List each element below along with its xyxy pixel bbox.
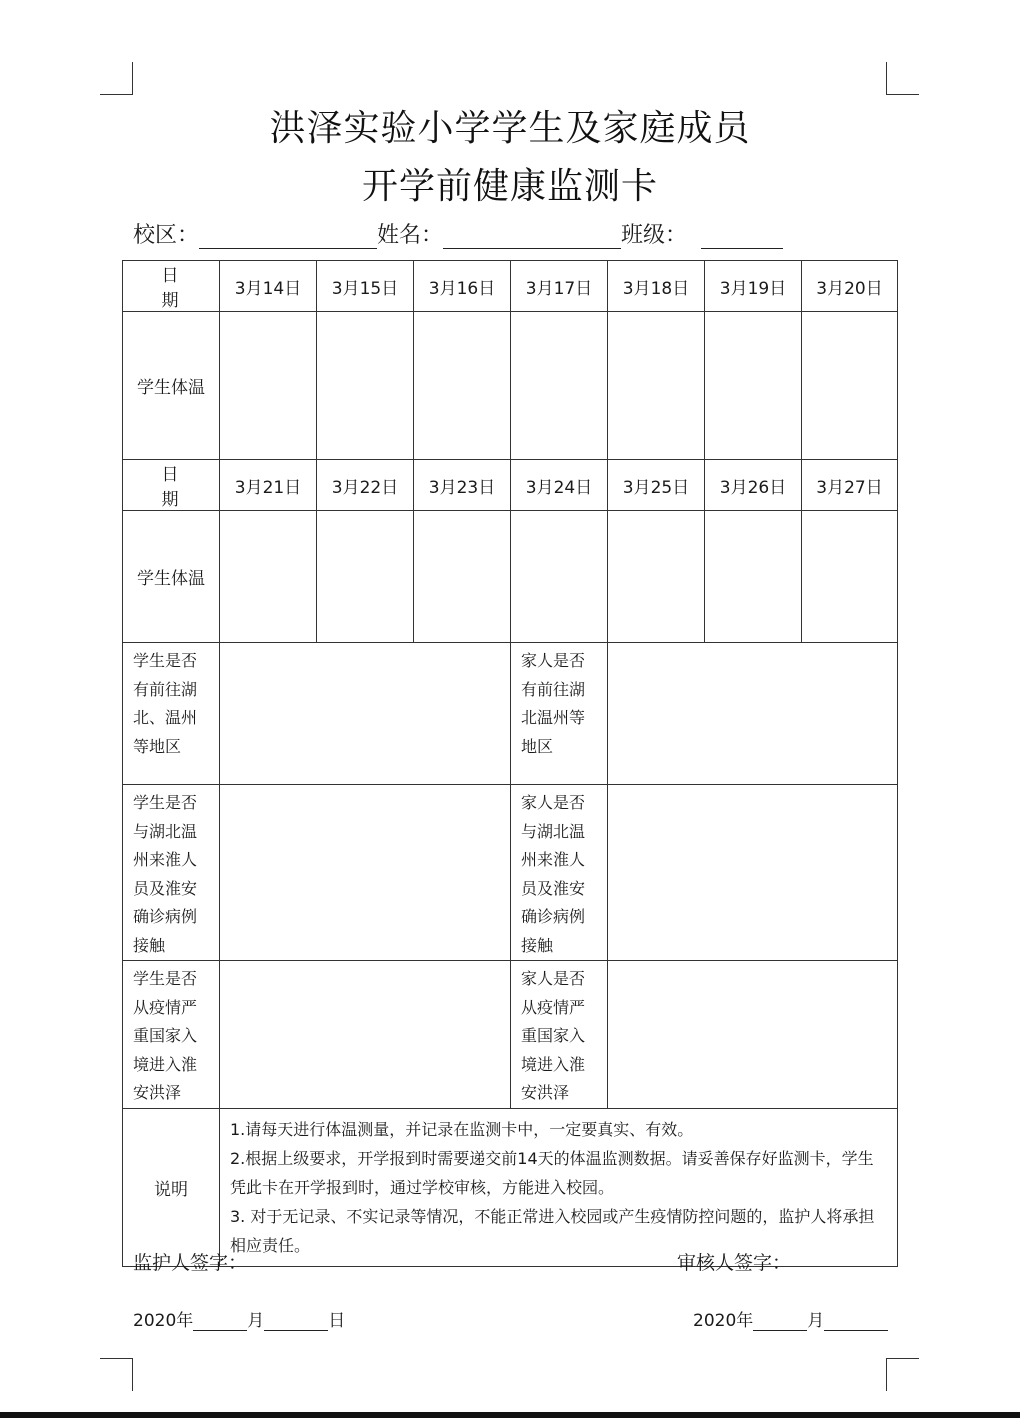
temperature-entry-cell[interactable] — [511, 312, 608, 460]
temperature-label: 学生体温 — [123, 312, 220, 460]
crop-mark-top-left — [100, 62, 133, 95]
temperature-row-week2 — [123, 511, 898, 643]
date-cell: 3月21日 — [220, 460, 317, 511]
date-header: 日 期 — [123, 460, 220, 511]
date-cell: 3月25日 — [608, 460, 705, 511]
crop-mark-bottom-left — [100, 1358, 133, 1391]
date-row-week2 — [123, 460, 898, 511]
temperature-entry-cell[interactable] — [802, 312, 898, 460]
reviewer-day-field[interactable] — [824, 1306, 888, 1331]
guardian-signature-label: 监护人签字： — [133, 1252, 248, 1274]
notes-row — [123, 1108, 898, 1266]
date-cell: 3月23日 — [414, 460, 511, 511]
date-cell: 3月27日 — [802, 460, 898, 511]
entry-question-row — [123, 961, 898, 1109]
temperature-entry-cell[interactable] — [317, 312, 414, 460]
temperature-entry-cell[interactable] — [608, 511, 705, 643]
student-travel-question: 学生是否有前往湖北、温州等地区 — [123, 643, 220, 785]
date-row-week1 — [123, 261, 898, 312]
temperature-entry-cell[interactable] — [802, 511, 898, 643]
month-text: 月 — [807, 1311, 825, 1331]
note-item: 2.根据上级要求，开学报到时需要递交前14天的体温监测数据。请妥善保存好监测卡，学生凭此卡在开学报到时，通过学校审核，方能进入校园。 — [230, 1148, 874, 1197]
reviewer-date-line — [693, 1306, 888, 1331]
date-cell: 3月20日 — [802, 261, 898, 312]
guardian-date-line — [133, 1306, 345, 1331]
date-cell: 3月26日 — [705, 460, 802, 511]
date-cell: 3月19日 — [705, 261, 802, 312]
family-entry-answer[interactable] — [608, 961, 898, 1109]
day-text: 日 — [328, 1311, 346, 1331]
student-contact-answer[interactable] — [220, 785, 511, 961]
crop-mark-bottom-right — [886, 1358, 919, 1391]
crop-mark-top-right — [886, 62, 919, 95]
date-cell: 3月17日 — [511, 261, 608, 312]
note-item: 1.请每天进行体温测量，并记录在监测卡中，一定要真实、有效。 — [230, 1119, 694, 1139]
document-title: 洪泽实验小学学生及家庭成员 — [269, 108, 751, 149]
family-contact-answer[interactable] — [608, 785, 898, 961]
temperature-entry-cell[interactable] — [608, 312, 705, 460]
student-travel-answer[interactable] — [220, 643, 511, 785]
note-item: 3. 对于无记录、不实记录等情况，不能正常进入校园或产生疫情防控问题的，监护人将承担相应责任。 — [230, 1206, 875, 1255]
temperature-entry-cell[interactable] — [705, 511, 802, 643]
student-entry-question: 学生是否从疫情严重国家入境进入淮安洪泽 — [123, 961, 220, 1109]
reviewer-month-field[interactable] — [753, 1306, 807, 1331]
name-field[interactable] — [443, 224, 621, 249]
student-entry-answer[interactable] — [220, 961, 511, 1109]
date-cell: 3月22日 — [317, 460, 414, 511]
campus-field[interactable] — [199, 224, 377, 249]
temperature-entry-cell[interactable] — [511, 511, 608, 643]
date-cell: 3月24日 — [511, 460, 608, 511]
temperature-row-week1 — [123, 312, 898, 460]
family-travel-answer[interactable] — [608, 643, 898, 785]
temperature-label: 学生体温 — [123, 511, 220, 643]
notes-content — [220, 1108, 898, 1266]
temperature-entry-cell[interactable] — [317, 511, 414, 643]
year-text: 2020年 — [693, 1311, 754, 1331]
guardian-month-field[interactable] — [193, 1306, 247, 1331]
class-field[interactable] — [701, 224, 783, 249]
family-travel-question: 家人是否有前往湖北温州等地区 — [511, 643, 608, 785]
document-subtitle: 开学前健康监测卡 — [361, 166, 658, 207]
date-cell: 3月16日 — [414, 261, 511, 312]
date-header: 日 期 — [123, 261, 220, 312]
contact-question-row — [123, 785, 898, 961]
health-monitoring-table — [122, 260, 898, 1267]
student-info-line — [133, 218, 783, 249]
name-label: 姓名： — [377, 223, 444, 248]
family-entry-question: 家人是否从疫情严重国家入境进入淮安洪泽 — [511, 961, 608, 1109]
month-text: 月 — [247, 1311, 265, 1331]
date-cell: 3月14日 — [220, 261, 317, 312]
class-label: 班级： — [621, 223, 688, 248]
reviewer-signature-label: 审核人签字： — [677, 1252, 792, 1274]
notes-label: 说明 — [123, 1108, 220, 1266]
bottom-edge-bar — [0, 1412, 1020, 1418]
campus-label: 校区： — [133, 223, 200, 248]
family-contact-question: 家人是否与湖北温州来淮人员及淮安确诊病例接触 — [511, 785, 608, 961]
travel-question-row — [123, 643, 898, 785]
temperature-entry-cell[interactable] — [220, 511, 317, 643]
temperature-entry-cell[interactable] — [414, 312, 511, 460]
guardian-day-field[interactable] — [264, 1306, 328, 1331]
year-text: 2020年 — [133, 1311, 194, 1331]
temperature-entry-cell[interactable] — [220, 312, 317, 460]
student-contact-question: 学生是否与湖北温州来淮人员及淮安确诊病例接触 — [123, 785, 220, 961]
temperature-entry-cell[interactable] — [705, 312, 802, 460]
date-cell: 3月15日 — [317, 261, 414, 312]
temperature-entry-cell[interactable] — [414, 511, 511, 643]
date-cell: 3月18日 — [608, 261, 705, 312]
